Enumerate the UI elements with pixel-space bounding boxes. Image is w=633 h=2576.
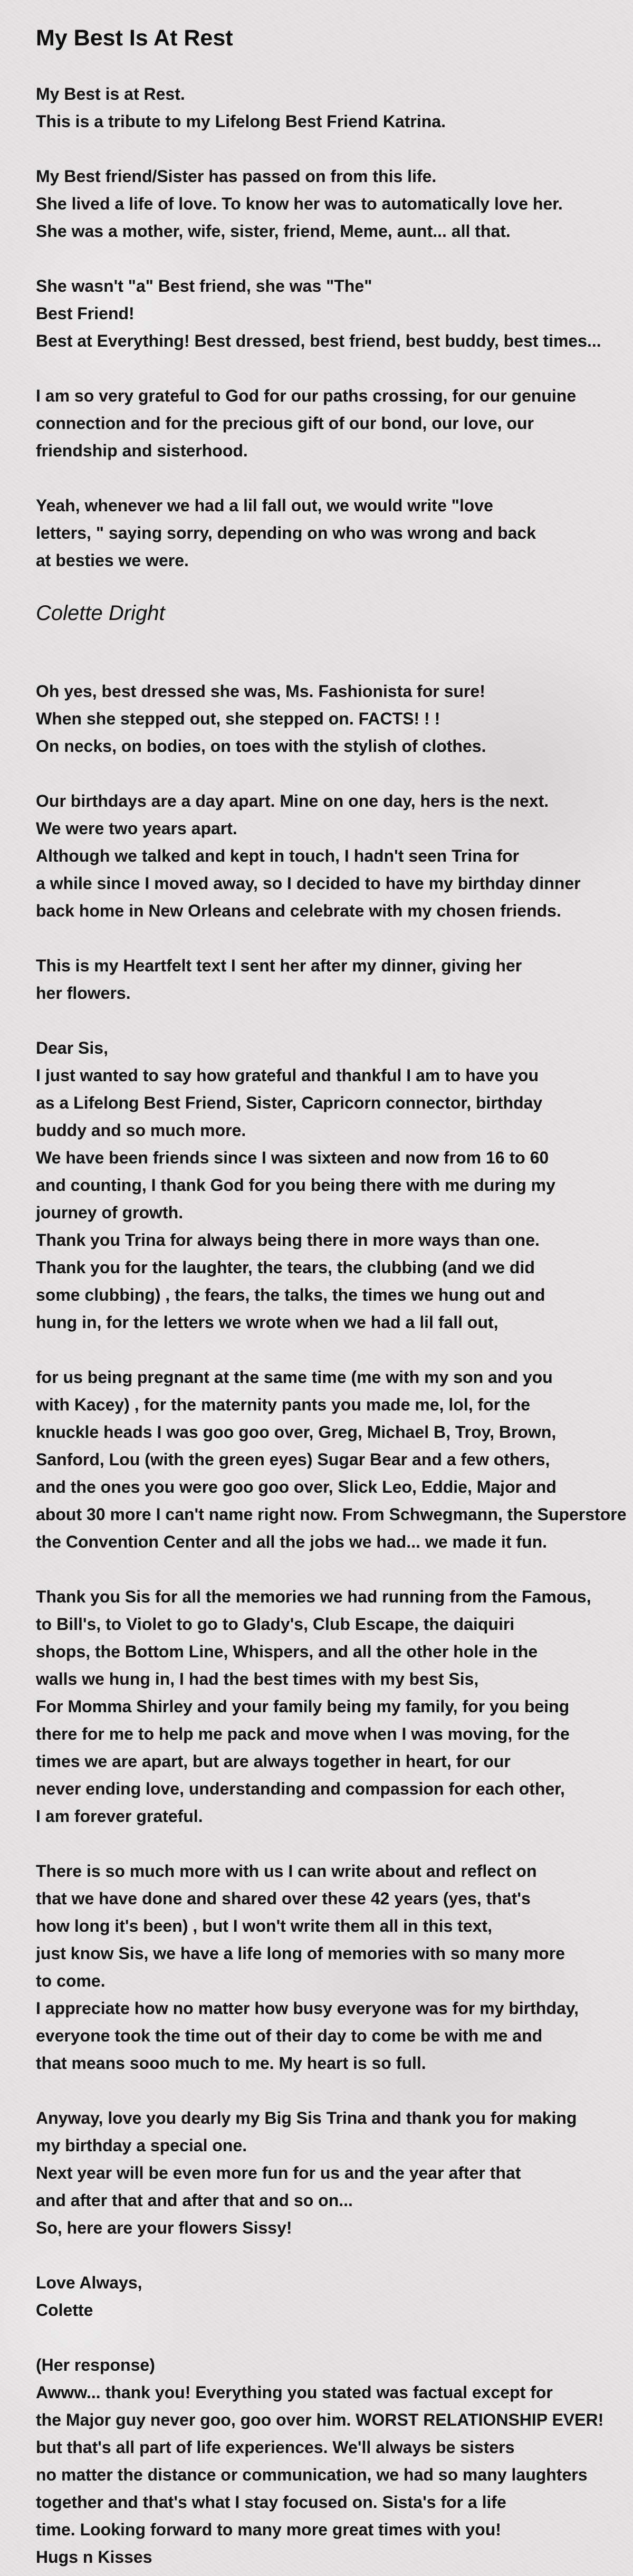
- poem-line: I just wanted to say how grateful and thankful I am to have you: [36, 1066, 539, 1085]
- poem-line: Our birthdays are a day apart. Mine on one day, hers is the next.: [36, 791, 549, 810]
- poem-line: times we are apart, but are always together in heart, for our: [36, 1752, 511, 1771]
- poem-line: I appreciate how no matter how busy everyone was for my birthday,: [36, 1999, 579, 2018]
- poem-stanza: [36, 492, 629, 574]
- poem-line: hung in, for the letters we wrote when we had a lil fall out,: [36, 1313, 498, 1332]
- poem-line: Oh yes, best dressed she was, Ms. Fashionista for sure!: [36, 682, 485, 701]
- poem-line: shops, the Bottom Line, Whispers, and all the other hole in the: [36, 1642, 538, 1661]
- poem-title: My Best Is At Rest: [36, 25, 233, 51]
- poem-line: there for me to help me pack and move when I was moving, for the: [36, 1724, 570, 1743]
- poem-stanza: [36, 1857, 629, 2077]
- poem-line: This is a tribute to my Lifelong Best Friend Katrina.: [36, 112, 446, 131]
- poem-line: My Best is at Rest.: [36, 84, 185, 103]
- poem-line: for us being pregnant at the same time (me with my son and you: [36, 1368, 553, 1387]
- poem-line: She lived a life of love. To know her was to automatically love her.: [36, 194, 563, 213]
- poem-stanza: [36, 1583, 629, 1830]
- poem-line: Love Always,: [36, 2273, 142, 2292]
- poem-line: This is my Heartfelt text I sent her after my dinner, giving her: [36, 956, 522, 975]
- poem-line: Hugs n Kisses: [36, 2548, 152, 2567]
- poem-line: how long it's been) , but I won't write them all in this text,: [36, 1916, 493, 1935]
- poem-line: Best Friend!: [36, 304, 135, 323]
- poem-line: but that's all part of life experiences. We'll always be sisters: [36, 2438, 515, 2457]
- poem-line: So, here are your flowers Sissy!: [36, 2218, 292, 2237]
- poem-stanza: [36, 272, 629, 355]
- poem-stanza: [36, 1363, 629, 1556]
- poem-line: a while since I moved away, so I decided to have my birthday dinner: [36, 874, 581, 893]
- poem-stanza: [36, 2269, 629, 2324]
- main-stanzas: [36, 678, 629, 2571]
- poem-line: On necks, on bodies, on toes with the stylish of clothes.: [36, 737, 486, 756]
- poem-stanza: [36, 80, 629, 135]
- poem-line: I am so very grateful to God for our paths crossing, for our genuine: [36, 386, 577, 405]
- poem-line: the Convention Center and all the jobs we had... we made it fun.: [36, 1532, 547, 1551]
- poem-line: buddy and so much more.: [36, 1121, 246, 1140]
- poem-line: For Momma Shirley and your family being my family, for you being: [36, 1697, 570, 1716]
- poem-line: Although we talked and kept in touch, I hadn't seen Trina for: [36, 846, 520, 865]
- poem-line: and after that and after that and so on...: [36, 2191, 353, 2210]
- poem-line: Thank you Trina for always being there in more ways than one.: [36, 1230, 540, 1249]
- poem-line: She was a mother, wife, sister, friend, Meme, aunt... all that.: [36, 222, 511, 241]
- poem-line: We have been friends since I was sixteen and now from 16 to 60: [36, 1148, 549, 1167]
- poem-line: letters, " saying sorry, depending on who was wrong and back: [36, 523, 536, 542]
- poem-body: [36, 80, 629, 2571]
- poem-line: some clubbing) , the fears, the talks, the times we hung out and: [36, 1285, 545, 1304]
- poem-stanza: [36, 678, 629, 760]
- poem-line: no matter the distance or communication, we had so many laughters: [36, 2465, 588, 2484]
- poem-line: together and that's what I stay focused on. Sista's for a life: [36, 2493, 506, 2512]
- poem-line: connection and for the precious gift of our bond, our love, our: [36, 414, 534, 433]
- poem-line: Thank you for the laughter, the tears, the clubbing (and we did: [36, 1258, 535, 1277]
- poem-line: (Her response): [36, 2355, 155, 2374]
- poem-line: friendship and sisterhood.: [36, 441, 248, 460]
- poem-line: as a Lifelong Best Friend, Sister, Capricorn connector, birthday: [36, 1093, 543, 1112]
- poem-line: to Bill's, to Violet to go to Glady's, Club Escape, the daiquiri: [36, 1615, 515, 1634]
- poem-stanza: [36, 2351, 629, 2571]
- poem-line: Best at Everything! Best dressed, best friend, best buddy, best times...: [36, 331, 601, 350]
- poem-line: knuckle heads I was goo goo over, Greg, Michael B, Troy, Brown,: [36, 1423, 557, 1442]
- poem-line: Anyway, love you dearly my Big Sis Trina and thank you for making: [36, 2108, 577, 2127]
- poem-line: and counting, I thank God for you being there with me during my: [36, 1176, 555, 1195]
- poem-line: with Kacey) , for the maternity pants you made me, lol, for the: [36, 1395, 531, 1414]
- poem-line: and the ones you were goo goo over, Slick Leo, Eddie, Major and: [36, 1477, 557, 1496]
- poem-stanza: [36, 163, 629, 245]
- poem-author: Colette Dright: [36, 602, 165, 625]
- poem-line: my birthday a special one.: [36, 2136, 247, 2155]
- poem-line: She wasn't "a" Best friend, she was "The": [36, 276, 372, 295]
- poem-line: I am forever grateful.: [36, 1807, 203, 1826]
- poem-line: Yeah, whenever we had a lil fall out, we would write "love: [36, 496, 493, 515]
- poem-line: at besties we were.: [36, 551, 189, 570]
- poem-line: that means sooo much to me. My heart is so full.: [36, 2054, 426, 2073]
- poem-line: just know Sis, we have a life long of memories with so many more: [36, 1944, 565, 1963]
- poem-line: her flowers.: [36, 984, 131, 1003]
- poem-line: We were two years apart.: [36, 819, 237, 838]
- poem-line: There is so much more with us I can write about and reflect on: [36, 1862, 537, 1881]
- poem-line: Next year will be even more fun for us and the year after that: [36, 2163, 521, 2182]
- poem-line: Awww... thank you! Everything you stated was factual except for: [36, 2383, 553, 2402]
- poem-line: time. Looking forward to many more great times with you!: [36, 2520, 501, 2539]
- poem-line: to come.: [36, 1971, 106, 1990]
- poem-line: Dear Sis,: [36, 1038, 108, 1057]
- poem-line: Colette: [36, 2301, 93, 2320]
- poem-line: walls we hung in, I had the best times with my best Sis,: [36, 1669, 479, 1688]
- poem-stanza: [36, 2104, 629, 2241]
- poem-line: that we have done and shared over these 42 years (yes, that's: [36, 1889, 531, 1908]
- poem-line: My Best friend/Sister has passed on from this life.: [36, 167, 437, 186]
- poem-line: back home in New Orleans and celebrate with my chosen friends.: [36, 901, 561, 920]
- poem-stanza: [36, 952, 629, 1007]
- poem-stanza: [36, 1034, 629, 1336]
- poem-line: never ending love, understanding and compassion for each other,: [36, 1779, 565, 1798]
- poem-line: the Major guy never goo, goo over him. WORST RELATIONSHIP EVER!: [36, 2410, 604, 2429]
- poem-line: When she stepped out, she stepped on. FACTS! ! !: [36, 709, 440, 728]
- poem-line: Thank you Sis for all the memories we had running from the Famous,: [36, 1587, 591, 1606]
- intro-stanzas: [36, 80, 629, 574]
- poem-line: Sanford, Lou (with the green eyes) Sugar Bear and a few others,: [36, 1450, 550, 1469]
- author-stanza: [36, 596, 629, 630]
- poem-line: about 30 more I can't name right now. From Schwegmann, the Superstore: [36, 1505, 627, 1524]
- poem-line: everyone took the time out of their day to come be with me and: [36, 2026, 543, 2045]
- poem-stanza: [36, 382, 629, 464]
- poem-line: journey of growth.: [36, 1203, 184, 1222]
- poem-stanza: [36, 787, 629, 924]
